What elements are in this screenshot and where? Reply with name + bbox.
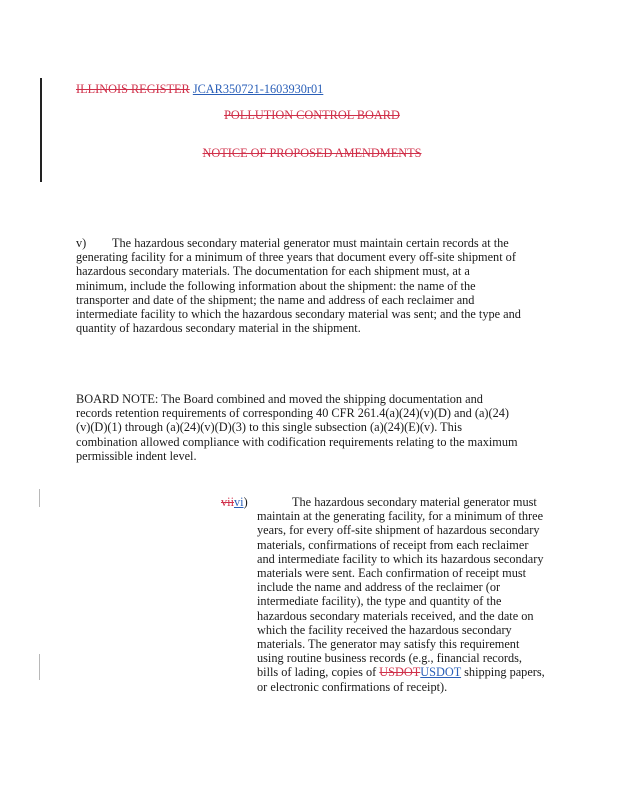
board-name: POLLUTION CONTROL BOARD <box>224 108 400 122</box>
register-id-inserted: JCAR350721-1603930r01 <box>192 82 324 96</box>
register-header <box>76 82 396 97</box>
notice-title: NOTICE OF PROPOSED AMENDMENTS <box>202 146 422 160</box>
change-bar <box>40 78 42 182</box>
subsection-vi <box>257 495 545 694</box>
change-bar <box>39 654 40 680</box>
board-note <box>76 392 522 463</box>
subsection-vi-label: viivi) <box>221 495 248 509</box>
board-note-text: BOARD NOTE: The Board combined and moved the shipping documentation and records retention requirements of corresponding 40 CFR 261.4(a)(24)(v)(D) and (a)(24)(v)(D)(1) through (a)(24)(v)(D)(3) to this single subsection (a)(24)(E)(v). This combination allowed compliance with codification requirements relating to the maximum permissible indent level. <box>76 392 518 463</box>
deleted-text: USDOT <box>379 665 421 680</box>
register-title-deleted: ILLINOIS REGISTER <box>76 82 190 96</box>
subsection-text: The hazardous secondary material generator must maintain certain records at the generating facility for a minimum of three years that document every off-site shipment of hazardous secondary materials. The documentation for each shipment must, at a minimum, include the following information about the shipment: the name of the transporter and date of the shipment; the name and address of each reclaimer and intermediate facility to which the hazardous secondary material was sent; and the type and quantity of hazardous secondary material in the shipment. <box>76 236 521 336</box>
subsection-label: v) <box>76 236 87 250</box>
subsection-v <box>76 236 523 335</box>
change-bar <box>39 489 40 507</box>
inserted-text: USDOT <box>420 665 462 680</box>
subsection-text: The hazardous secondary material generator must maintain at the generating facility, for a minimum of three years, for every off-site shipment of hazardous secondary materials, confirmations of receipt from each reclaimer and intermediate facility to which its hazardous secondary materials were sent. Each confirmation of receipt must include the name and address of the reclaimer (or intermediate facility), the type and quantity of the hazardous secondary materials received, and the date on which the facility received the hazardous secondary materials. The generator may satisfy this requirement using routine business records (e.g., financial records, bills of lading, copies of <box>257 495 544 680</box>
subsection-text-end: shipping papers, or electronic confirmations of receipt). <box>257 665 545 694</box>
